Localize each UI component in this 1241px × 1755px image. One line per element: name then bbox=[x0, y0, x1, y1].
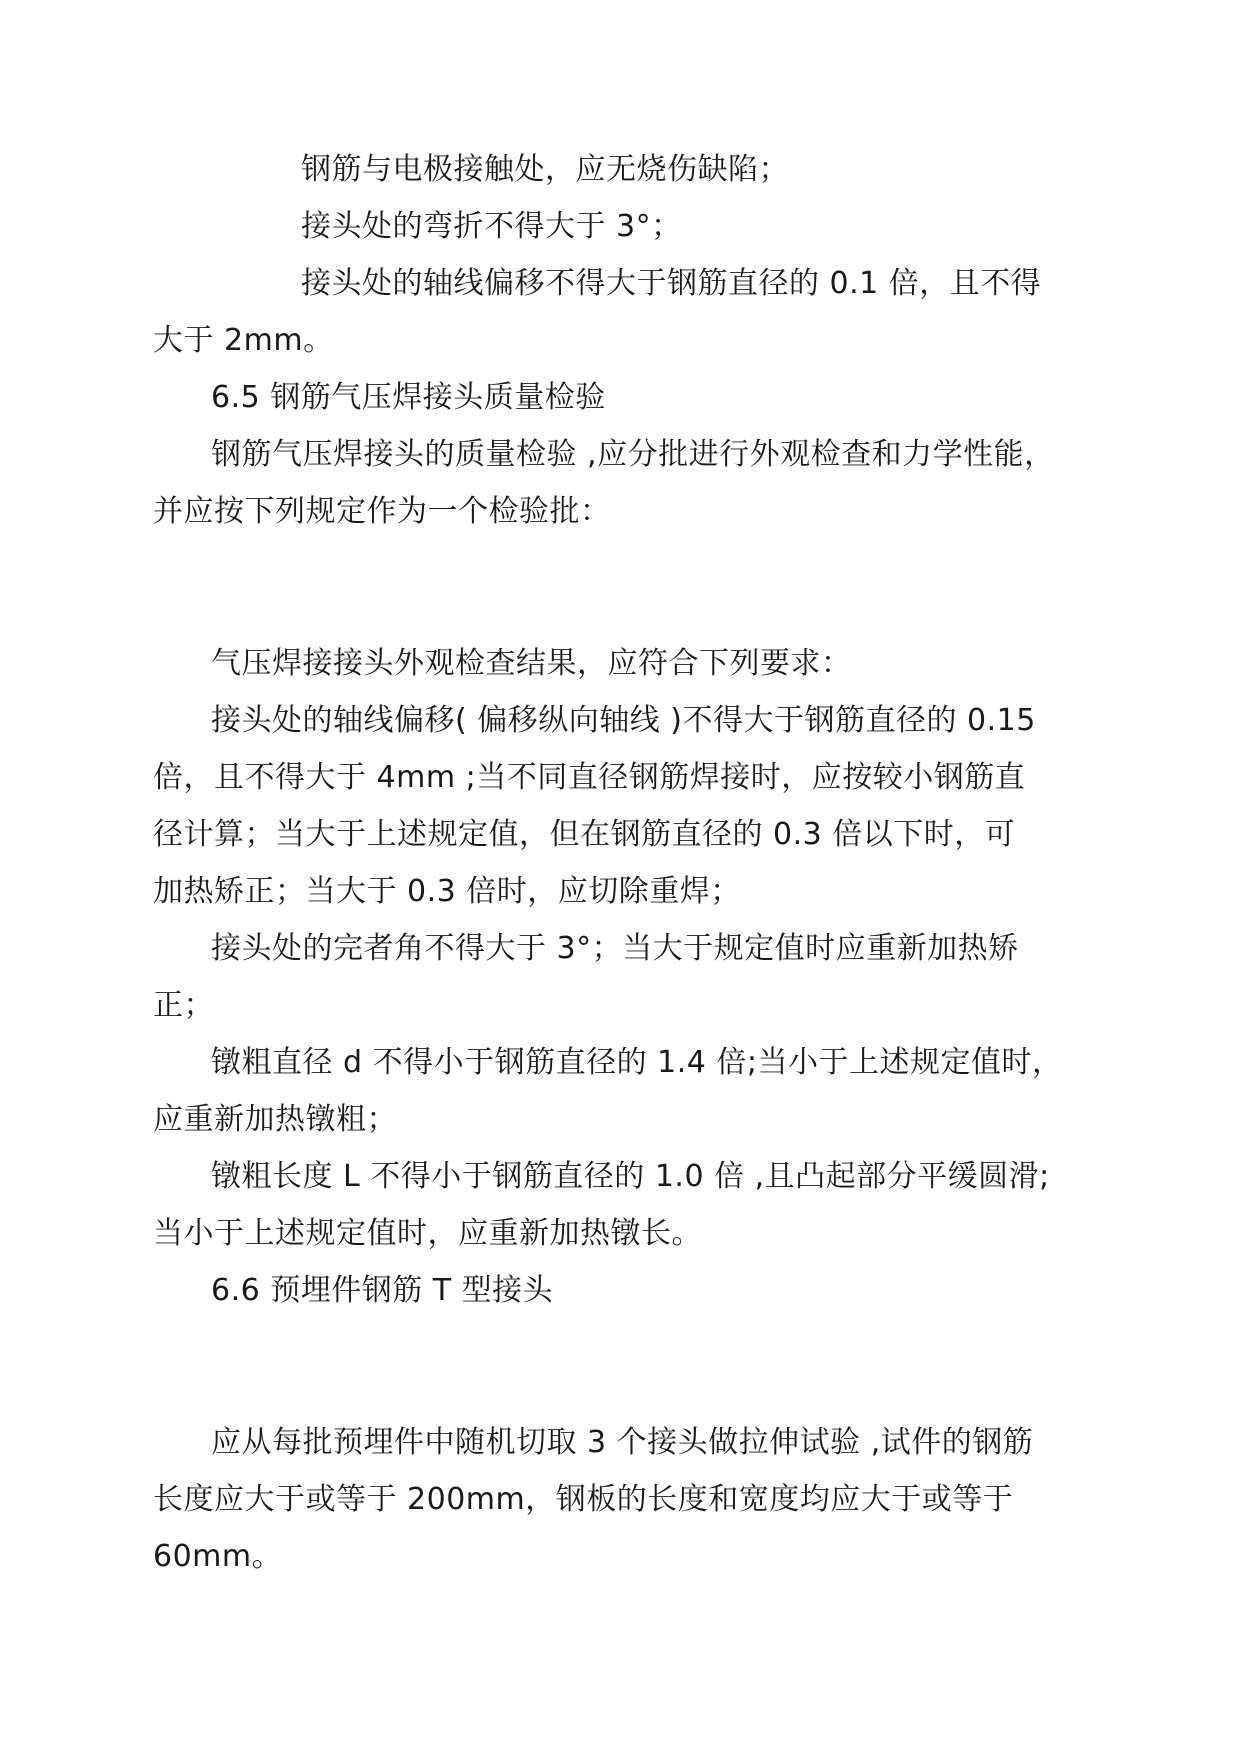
text-line: 钢筋与电极接触处，应无烧伤缺陷； bbox=[301, 152, 789, 187]
blank-space bbox=[153, 1319, 1153, 1414]
text-line: 径计算；当大于上述规定值，但在钢筋直径的 0.3 倍以下时，可 bbox=[153, 817, 1016, 852]
text-line: 气压焊接接头外观检查结果，应符合下列要求： bbox=[211, 646, 852, 681]
section-title: 6.6 预埋件钢筋 T 型接头 bbox=[211, 1273, 554, 1308]
paragraph-joint-angle bbox=[153, 920, 1153, 1034]
text-line: 接头处的轴线偏移不得大于钢筋直径的 0.1 倍，且不得 bbox=[301, 266, 1042, 301]
document-body bbox=[153, 141, 1153, 1585]
paragraph-axis-offset bbox=[153, 255, 1153, 369]
blank-space bbox=[153, 540, 1153, 635]
text-line: 正； bbox=[153, 988, 214, 1023]
section-title: 6.5 钢筋气压焊接头质量检验 bbox=[211, 380, 606, 415]
text-line: 镦粗直径 d 不得小于钢筋直径的 1.4 倍;当小于上述规定值时， bbox=[211, 1045, 1063, 1080]
paragraph-tensile-test bbox=[153, 1414, 1153, 1585]
paragraph-gas-pressure-intro bbox=[153, 426, 1153, 540]
text-line: 镦粗长度 L 不得小于钢筋直径的 1.0 倍 ,且凸起部分平缓圆滑; bbox=[211, 1159, 1050, 1194]
paragraph-electrode-contact bbox=[153, 141, 1153, 198]
text-line: 钢筋气压焊接头的质量检验 ,应分批进行外观检查和力学性能， bbox=[211, 437, 1055, 472]
text-line: 倍，且不得大于 4mm ;当不同直径钢筋焊接时，应按较小钢筋直 bbox=[153, 760, 1026, 795]
text-line: 并应按下列规定作为一个检验批： bbox=[153, 494, 611, 529]
paragraph-joint-bend bbox=[153, 198, 1153, 255]
section-heading-6-5 bbox=[153, 369, 1153, 426]
text-line: 接头处的轴线偏移( 偏移纵向轴线 )不得大于钢筋直径的 0.15 bbox=[211, 703, 1036, 738]
paragraph-axis-offset-gas bbox=[153, 692, 1153, 920]
text-line: 应从每批预埋件中随机切取 3 个接头做拉伸试验 ,试件的钢筋 bbox=[211, 1425, 1034, 1460]
text-line: 长度应大于或等于 200mm，钢板的长度和宽度均应大于或等于 bbox=[153, 1482, 1014, 1517]
paragraph-upset-length bbox=[153, 1148, 1153, 1262]
paragraph-upset-diameter bbox=[153, 1034, 1153, 1148]
text-line: 当小于上述规定值时，应重新加热镦长。 bbox=[153, 1216, 702, 1251]
text-line: 60mm。 bbox=[153, 1539, 283, 1574]
text-line: 大于 2mm。 bbox=[153, 323, 334, 358]
text-line: 接头处的弯折不得大于 3°； bbox=[301, 209, 682, 244]
text-line: 接头处的完者角不得大于 3°；当大于规定值时应重新加热矫 bbox=[211, 931, 1019, 966]
text-line: 加热矫正；当大于 0.3 倍时，应切除重焊； bbox=[153, 874, 741, 909]
paragraph-appearance-requirements bbox=[153, 635, 1153, 692]
section-heading-6-6 bbox=[153, 1262, 1153, 1319]
text-line: 应重新加热镦粗； bbox=[153, 1102, 397, 1137]
